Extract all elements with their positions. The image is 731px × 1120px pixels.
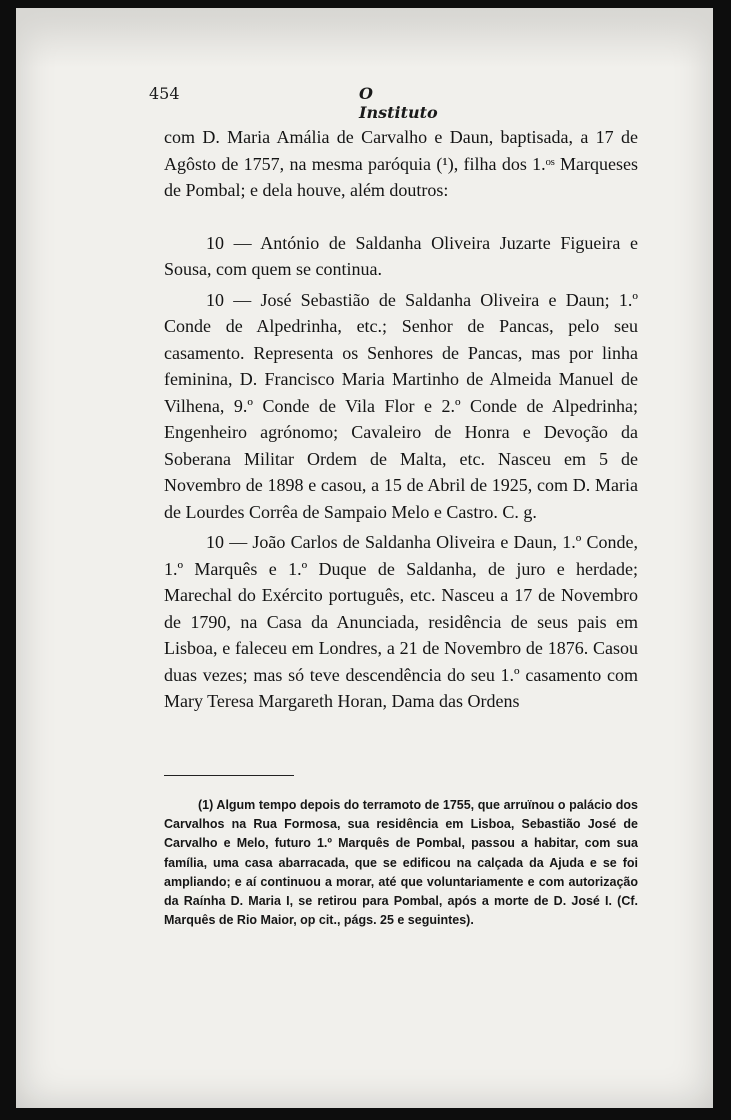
entry-jose: 10 — José Sebastião de Saldanha Oliveira e Daun; 1.º Conde de Alpedrinha, etc.; Senhor de Pancas, pelo seu casamento. Representa os Senhores de Pancas, mas por linha feminina, D. Francisco Maria Martinho de Almeida Manuel de Vilhena, 9.º Conde de Vila Flor e 2.º Conde de Alpedrinha; Engenheiro agrónomo; Cavaleiro de Honra e Devoção da Soberana Militar Ordem de Malta, etc. Nasceu em 5 de Novembro de 1898 e casou, a 15 de Abril de 1925, com D. Maria de Lourdes Corrêa de Sampaio Melo e Castro. C. g. bbox=[164, 289, 638, 522]
intro-paragraph: com D. Maria Amália de Carvalho e Daun, baptisada, a 17 de Agôsto de 1757, na mesma paróquia (¹), filha dos 1.ᵒˢ Marqueses de Pombal; e dela houve, além doutros: bbox=[164, 127, 638, 200]
main-text bbox=[164, 124, 638, 715]
running-title: O Instituto bbox=[359, 84, 438, 122]
entry-antonio: 10 — António de Saldanha Oliveira Juzarte Figueira e Sousa, com quem se continua. bbox=[164, 232, 638, 279]
entry-joao: 10 — João Carlos de Saldanha Oliveira e Daun, 1.º Conde, 1.º Marquês e 1.º Duque de Saldanha, de juro e herdade; Marechal do Exército português, etc. Nasceu a 17 de Novembro de 1790, na Casa da Anunciada, residência de seus pais em Lisboa, e faleceu em Londres, a 21 de Novembro de 1876. Casou duas vezes; mas só teve descendência do seu 1.º casamento com Mary Teresa Margareth Horan, Dama das Ordens bbox=[164, 532, 638, 711]
page-header bbox=[149, 84, 449, 122]
page-number: 454 bbox=[149, 84, 180, 103]
footnote bbox=[164, 796, 638, 930]
footnote-divider bbox=[164, 775, 294, 776]
footnote-text: (1) Algum tempo depois do terramoto de 1755, que arruïnou o palácio dos Carvalhos na Rua Formosa, sua residência em Lisboa, Sebastião José de Carvalho e Melo, futuro 1.º Marquês de Pombal, passou a habitar, com sua família, uma casa abarracada, que se edificou na calçada da Ajuda e se foi ampliando; e aí continuou a morar, até que voluntariamente e com autorização da Raínha D. Maria I, se retirou para Pombal, após a morte de D. José I. (Cf. Marquês de Rio Maior, op cit., págs. 25 e seguintes). bbox=[164, 798, 638, 928]
page-shading bbox=[16, 8, 713, 68]
